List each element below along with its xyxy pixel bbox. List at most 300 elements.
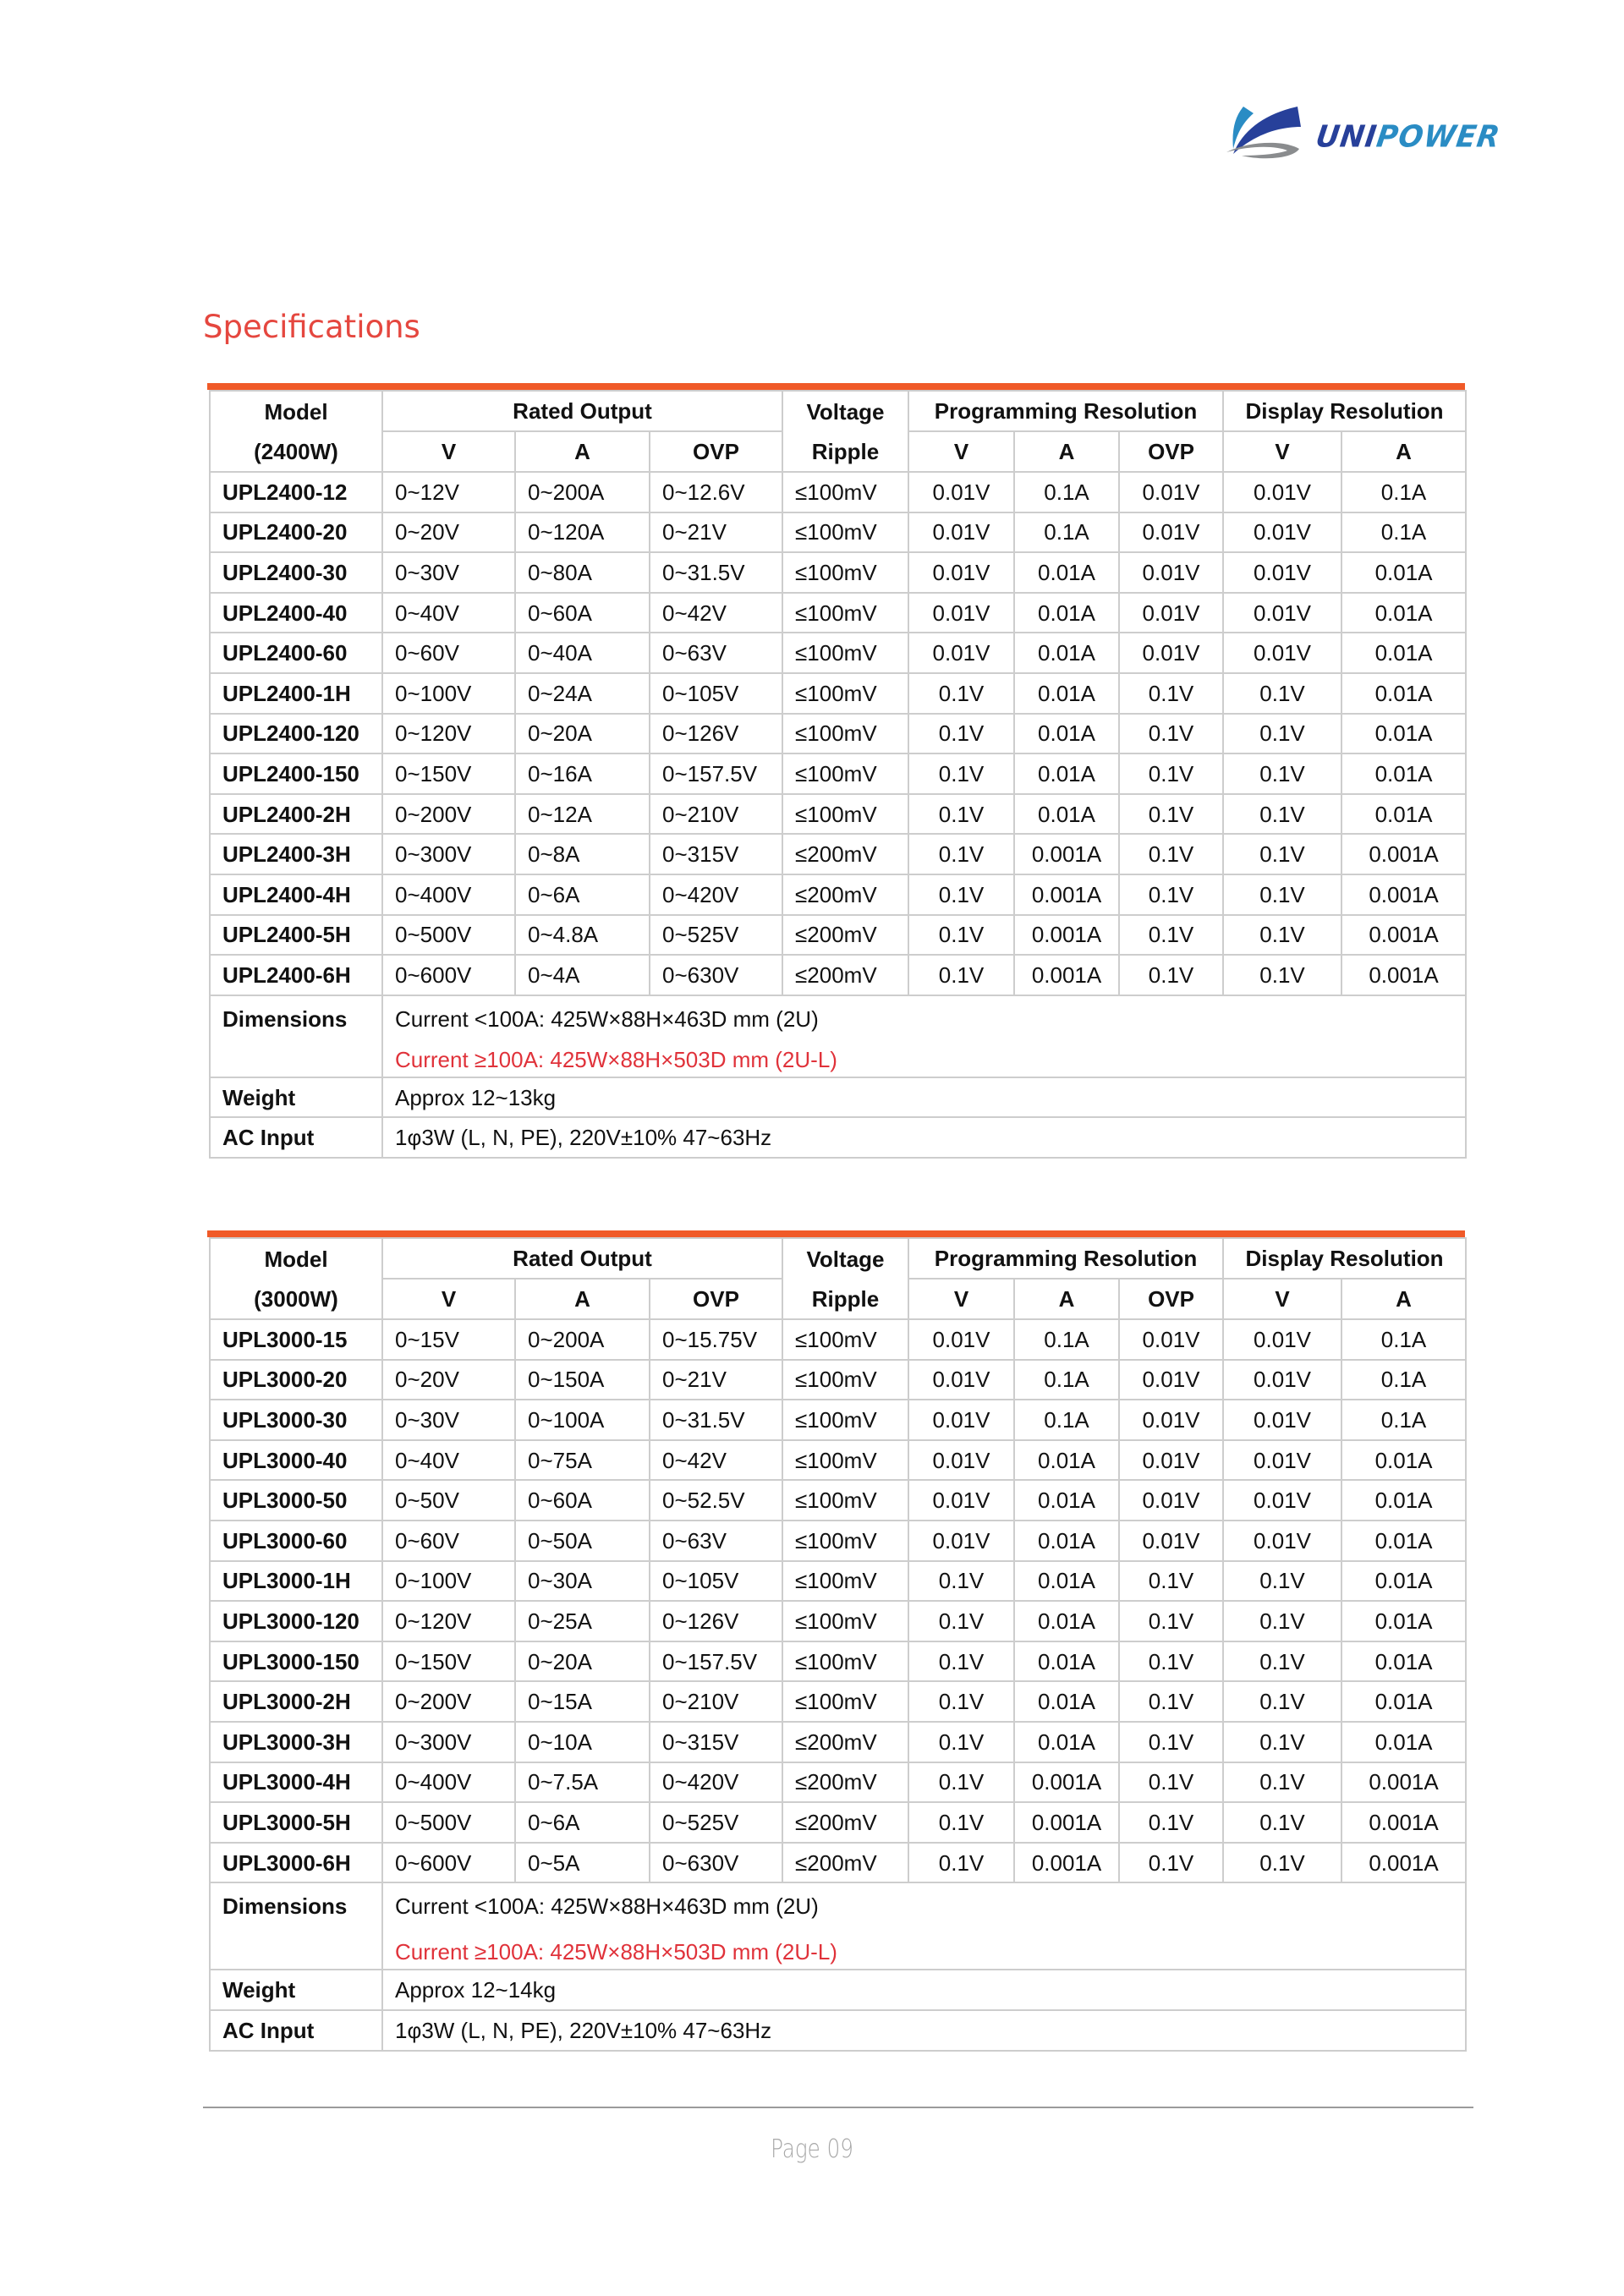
table-row <box>210 1561 1466 1602</box>
cell-model: UPL3000-60 <box>210 1521 382 1561</box>
footer-divider <box>203 2107 1473 2108</box>
cell-rated-a: 0~15A <box>515 1681 650 1722</box>
cell-model: UPL3000-15 <box>210 1319 382 1360</box>
cell-disp-a: 0.01A <box>1341 552 1466 593</box>
cell-rated-a: 0~150A <box>515 1360 650 1400</box>
cell-disp-v: 0.1V <box>1223 1601 1341 1641</box>
cell-prog-a: 0.01A <box>1014 633 1119 673</box>
cell-prog-v: 0.1V <box>908 1722 1014 1762</box>
cell-prog-a: 0.01A <box>1014 794 1119 835</box>
cell-rated-v: 0~600V <box>382 955 515 995</box>
cell-disp-a: 0.01A <box>1341 1681 1466 1722</box>
dimensions-standard: Current <100A: 425W×88H×463D mm (2U) <box>395 1006 819 1032</box>
cell-rated-v: 0~500V <box>382 915 515 956</box>
cell-prog-a: 0.1A <box>1014 1400 1119 1440</box>
cell-disp-v: 0.01V <box>1223 472 1341 512</box>
dimensions-label: Dimensions <box>210 995 382 1077</box>
weight-label: Weight <box>210 1077 382 1118</box>
cell-prog-v: 0.01V <box>908 593 1014 633</box>
cell-voltage-ripple: ≤100mV <box>782 1480 908 1521</box>
header-rated-ovp: OVP <box>650 1279 782 1319</box>
cell-voltage-ripple: ≤100mV <box>782 633 908 673</box>
wordmark-power: POWER <box>1374 119 1503 155</box>
cell-model: UPL2400-20 <box>210 512 382 553</box>
cell-model: UPL2400-3H <box>210 834 382 874</box>
cell-disp-v: 0.1V <box>1223 1561 1341 1602</box>
cell-prog-a: 0.01A <box>1014 593 1119 633</box>
cell-prog-ovp: 0.01V <box>1119 552 1223 593</box>
cell-disp-v: 0.1V <box>1223 955 1341 995</box>
cell-rated-ovp: 0~31.5V <box>650 1400 782 1440</box>
cell-prog-v: 0.1V <box>908 1681 1014 1722</box>
table-row <box>210 834 1466 874</box>
cell-rated-v: 0~150V <box>382 1641 515 1682</box>
cell-disp-v: 0.1V <box>1223 673 1341 714</box>
table-row <box>210 1400 1466 1440</box>
cell-prog-ovp: 0.01V <box>1119 1440 1223 1481</box>
cell-prog-ovp: 0.01V <box>1119 1480 1223 1521</box>
cell-rated-ovp: 0~15.75V <box>650 1319 782 1360</box>
header-voltage-ripple-line2: Ripple <box>782 1279 908 1319</box>
cell-prog-a: 0.001A <box>1014 834 1119 874</box>
cell-rated-a: 0~10A <box>515 1722 650 1762</box>
table-row <box>210 1601 1466 1641</box>
cell-prog-ovp: 0.01V <box>1119 1400 1223 1440</box>
cell-rated-ovp: 0~315V <box>650 834 782 874</box>
cell-disp-v: 0.01V <box>1223 633 1341 673</box>
cell-rated-a: 0~200A <box>515 1319 650 1360</box>
cell-prog-v: 0.1V <box>908 874 1014 915</box>
cell-rated-a: 0~60A <box>515 1480 650 1521</box>
cell-rated-a: 0~5A <box>515 1843 650 1883</box>
cell-rated-ovp: 0~157.5V <box>650 1641 782 1682</box>
wordmark-uni: UNI <box>1314 119 1380 155</box>
cell-disp-v: 0.1V <box>1223 1802 1341 1843</box>
cell-prog-v: 0.01V <box>908 1400 1014 1440</box>
cell-prog-a: 0.01A <box>1014 1681 1119 1722</box>
cell-model: UPL2400-12 <box>210 472 382 512</box>
cell-prog-a: 0.001A <box>1014 874 1119 915</box>
cell-voltage-ripple: ≤100mV <box>782 1561 908 1602</box>
spec-table <box>209 1237 1467 2052</box>
cell-disp-a: 0.01A <box>1341 1440 1466 1481</box>
cell-rated-v: 0~100V <box>382 1561 515 1602</box>
cell-prog-ovp: 0.01V <box>1119 512 1223 553</box>
cell-rated-v: 0~500V <box>382 1802 515 1843</box>
header-rated-v: V <box>382 1279 515 1319</box>
cell-voltage-ripple: ≤100mV <box>782 1440 908 1481</box>
table-row <box>210 633 1466 673</box>
cell-disp-a: 0.1A <box>1341 472 1466 512</box>
header-voltage-ripple-line1: Voltage <box>782 1238 908 1279</box>
cell-rated-ovp: 0~21V <box>650 1360 782 1400</box>
cell-rated-ovp: 0~52.5V <box>650 1480 782 1521</box>
cell-prog-v: 0.1V <box>908 1762 1014 1803</box>
cell-rated-a: 0~25A <box>515 1601 650 1641</box>
unipower-wordmark <box>1314 119 1502 155</box>
dimensions-value <box>382 995 1466 1077</box>
cell-rated-a: 0~7.5A <box>515 1762 650 1803</box>
cell-disp-v: 0.1V <box>1223 794 1341 835</box>
cell-voltage-ripple: ≤100mV <box>782 1521 908 1561</box>
cell-prog-a: 0.001A <box>1014 955 1119 995</box>
cell-rated-v: 0~120V <box>382 714 515 754</box>
cell-rated-v: 0~200V <box>382 794 515 835</box>
header-prog-a: A <box>1014 1279 1119 1319</box>
cell-prog-a: 0.1A <box>1014 512 1119 553</box>
cell-disp-a: 0.1A <box>1341 1360 1466 1400</box>
cell-prog-ovp: 0.01V <box>1119 633 1223 673</box>
cell-model: UPL2400-5H <box>210 915 382 956</box>
table-row <box>210 874 1466 915</box>
cell-disp-v: 0.1V <box>1223 753 1341 794</box>
cell-disp-a: 0.01A <box>1341 633 1466 673</box>
header-model-power: (2400W) <box>210 431 382 472</box>
cell-rated-v: 0~40V <box>382 1440 515 1481</box>
cell-prog-a: 0.01A <box>1014 753 1119 794</box>
cell-prog-ovp: 0.1V <box>1119 1601 1223 1641</box>
cell-prog-ovp: 0.1V <box>1119 673 1223 714</box>
spec-table-2400w <box>207 383 1465 1159</box>
cell-rated-ovp: 0~525V <box>650 1802 782 1843</box>
cell-model: UPL2400-60 <box>210 633 382 673</box>
cell-model: UPL2400-4H <box>210 874 382 915</box>
cell-rated-ovp: 0~315V <box>650 1722 782 1762</box>
ac-input-label: AC Input <box>210 1117 382 1158</box>
cell-prog-a: 0.001A <box>1014 915 1119 956</box>
table-row <box>210 1802 1466 1843</box>
cell-model: UPL2400-150 <box>210 753 382 794</box>
cell-prog-ovp: 0.1V <box>1119 915 1223 956</box>
cell-prog-ovp: 0.1V <box>1119 1681 1223 1722</box>
cell-prog-ovp: 0.1V <box>1119 834 1223 874</box>
cell-rated-ovp: 0~42V <box>650 1440 782 1481</box>
cell-prog-a: 0.01A <box>1014 1561 1119 1602</box>
cell-rated-a: 0~50A <box>515 1521 650 1561</box>
cell-prog-a: 0.01A <box>1014 1601 1119 1641</box>
header-prog-a: A <box>1014 431 1119 472</box>
cell-disp-v: 0.01V <box>1223 1400 1341 1440</box>
header-display-resolution: Display Resolution <box>1223 391 1466 431</box>
cell-voltage-ripple: ≤100mV <box>782 552 908 593</box>
spec-table-3000w <box>207 1230 1465 2052</box>
cell-prog-v: 0.1V <box>908 753 1014 794</box>
cell-disp-a: 0.001A <box>1341 955 1466 995</box>
cell-disp-v: 0.1V <box>1223 1641 1341 1682</box>
weight-value: Approx 12~14kg <box>382 1970 1466 2010</box>
cell-rated-ovp: 0~126V <box>650 1601 782 1641</box>
cell-rated-a: 0~80A <box>515 552 650 593</box>
cell-disp-v: 0.1V <box>1223 915 1341 956</box>
page-number: Page 09 <box>771 2134 853 2164</box>
cell-disp-a: 0.001A <box>1341 1762 1466 1803</box>
cell-voltage-ripple: ≤100mV <box>782 794 908 835</box>
table-row <box>210 1762 1466 1803</box>
page-title: Specifications <box>203 309 420 345</box>
header-disp-a: A <box>1341 431 1466 472</box>
table-row <box>210 1480 1466 1521</box>
cell-voltage-ripple: ≤100mV <box>782 753 908 794</box>
header-voltage-ripple-line2: Ripple <box>782 431 908 472</box>
cell-disp-v: 0.01V <box>1223 1360 1341 1400</box>
cell-prog-a: 0.01A <box>1014 1722 1119 1762</box>
cell-voltage-ripple: ≤100mV <box>782 1601 908 1641</box>
cell-model: UPL3000-3H <box>210 1722 382 1762</box>
cell-disp-v: 0.1V <box>1223 834 1341 874</box>
cell-disp-v: 0.01V <box>1223 1440 1341 1481</box>
cell-prog-v: 0.01V <box>908 1480 1014 1521</box>
unipower-swoosh-logo-icon <box>1225 98 1309 166</box>
cell-rated-a: 0~4.8A <box>515 915 650 956</box>
cell-prog-ovp: 0.1V <box>1119 1722 1223 1762</box>
cell-prog-a: 0.01A <box>1014 1641 1119 1682</box>
cell-prog-v: 0.1V <box>908 834 1014 874</box>
cell-rated-v: 0~20V <box>382 512 515 553</box>
cell-disp-a: 0.01A <box>1341 593 1466 633</box>
table-accent-bar <box>207 1230 1465 1237</box>
cell-rated-ovp: 0~63V <box>650 633 782 673</box>
dimensions-high-current: Current ≥100A: 425W×88H×503D mm (2U-L) <box>395 1939 837 1965</box>
cell-disp-a: 0.1A <box>1341 1400 1466 1440</box>
cell-prog-a: 0.01A <box>1014 1440 1119 1481</box>
spec-table <box>209 390 1467 1159</box>
cell-rated-v: 0~600V <box>382 1843 515 1883</box>
cell-model: UPL2400-30 <box>210 552 382 593</box>
cell-voltage-ripple: ≤200mV <box>782 1762 908 1803</box>
cell-rated-a: 0~20A <box>515 714 650 754</box>
header-model: Model <box>210 1238 382 1279</box>
table-row <box>210 1521 1466 1561</box>
header-prog-v: V <box>908 431 1014 472</box>
cell-disp-a: 0.01A <box>1341 1641 1466 1682</box>
cell-disp-a: 0.001A <box>1341 915 1466 956</box>
cell-prog-v: 0.1V <box>908 1641 1014 1682</box>
cell-rated-v: 0~120V <box>382 1601 515 1641</box>
weight-value: Approx 12~13kg <box>382 1077 1466 1118</box>
dimensions-high-current: Current ≥100A: 425W×88H×503D mm (2U-L) <box>395 1046 837 1072</box>
header-disp-v: V <box>1223 1279 1341 1319</box>
cell-voltage-ripple: ≤200mV <box>782 834 908 874</box>
cell-rated-a: 0~8A <box>515 834 650 874</box>
table-accent-bar <box>207 383 1465 390</box>
cell-rated-a: 0~100A <box>515 1400 650 1440</box>
cell-prog-v: 0.01V <box>908 472 1014 512</box>
cell-rated-ovp: 0~105V <box>650 673 782 714</box>
table-row <box>210 753 1466 794</box>
table-row <box>210 1722 1466 1762</box>
cell-voltage-ripple: ≤200mV <box>782 1843 908 1883</box>
header-model-power: (3000W) <box>210 1279 382 1319</box>
cell-rated-a: 0~200A <box>515 472 650 512</box>
cell-prog-v: 0.1V <box>908 955 1014 995</box>
cell-rated-v: 0~20V <box>382 1360 515 1400</box>
cell-voltage-ripple: ≤100mV <box>782 1681 908 1722</box>
cell-prog-v: 0.01V <box>908 1319 1014 1360</box>
cell-prog-ovp: 0.1V <box>1119 753 1223 794</box>
cell-rated-v: 0~300V <box>382 834 515 874</box>
cell-rated-v: 0~400V <box>382 874 515 915</box>
cell-prog-v: 0.1V <box>908 673 1014 714</box>
cell-rated-a: 0~16A <box>515 753 650 794</box>
cell-prog-v: 0.1V <box>908 1843 1014 1883</box>
cell-disp-v: 0.01V <box>1223 1521 1341 1561</box>
cell-rated-v: 0~400V <box>382 1762 515 1803</box>
cell-prog-a: 0.1A <box>1014 1319 1119 1360</box>
cell-prog-v: 0.01V <box>908 552 1014 593</box>
cell-prog-ovp: 0.01V <box>1119 472 1223 512</box>
cell-disp-a: 0.01A <box>1341 1521 1466 1561</box>
cell-rated-a: 0~4A <box>515 955 650 995</box>
cell-rated-ovp: 0~21V <box>650 512 782 553</box>
cell-disp-a: 0.001A <box>1341 874 1466 915</box>
header-prog-ovp: OVP <box>1119 431 1223 472</box>
ac-input-label: AC Input <box>210 2010 382 2051</box>
cell-voltage-ripple: ≤100mV <box>782 673 908 714</box>
cell-prog-ovp: 0.1V <box>1119 1843 1223 1883</box>
cell-disp-v: 0.1V <box>1223 714 1341 754</box>
cell-disp-a: 0.01A <box>1341 794 1466 835</box>
cell-prog-ovp: 0.01V <box>1119 1521 1223 1561</box>
cell-rated-v: 0~300V <box>382 1722 515 1762</box>
cell-rated-a: 0~120A <box>515 512 650 553</box>
cell-rated-ovp: 0~420V <box>650 874 782 915</box>
cell-prog-v: 0.1V <box>908 915 1014 956</box>
header-rated-a: A <box>515 431 650 472</box>
cell-disp-v: 0.1V <box>1223 1681 1341 1722</box>
header-rated-a: A <box>515 1279 650 1319</box>
cell-voltage-ripple: ≤100mV <box>782 472 908 512</box>
cell-rated-ovp: 0~525V <box>650 915 782 956</box>
cell-model: UPL3000-2H <box>210 1681 382 1722</box>
table-row <box>210 1319 1466 1360</box>
cell-rated-ovp: 0~126V <box>650 714 782 754</box>
cell-disp-a: 0.1A <box>1341 1319 1466 1360</box>
cell-rated-ovp: 0~157.5V <box>650 753 782 794</box>
cell-prog-a: 0.01A <box>1014 552 1119 593</box>
cell-disp-a: 0.001A <box>1341 834 1466 874</box>
table-row <box>210 714 1466 754</box>
cell-prog-a: 0.01A <box>1014 673 1119 714</box>
cell-rated-ovp: 0~210V <box>650 1681 782 1722</box>
cell-voltage-ripple: ≤100mV <box>782 714 908 754</box>
header-prog-v: V <box>908 1279 1014 1319</box>
cell-rated-v: 0~15V <box>382 1319 515 1360</box>
table-row <box>210 794 1466 835</box>
dimensions-value <box>382 1882 1466 1970</box>
cell-disp-v: 0.01V <box>1223 512 1341 553</box>
cell-prog-a: 0.1A <box>1014 472 1119 512</box>
cell-model: UPL3000-120 <box>210 1601 382 1641</box>
cell-disp-v: 0.01V <box>1223 593 1341 633</box>
header-programming-resolution: Programming Resolution <box>908 391 1223 431</box>
cell-voltage-ripple: ≤100mV <box>782 593 908 633</box>
cell-disp-v: 0.01V <box>1223 1319 1341 1360</box>
cell-prog-a: 0.01A <box>1014 1521 1119 1561</box>
cell-prog-a: 0.01A <box>1014 1480 1119 1521</box>
cell-prog-a: 0.001A <box>1014 1843 1119 1883</box>
header-rated-output: Rated Output <box>382 391 782 431</box>
cell-rated-v: 0~50V <box>382 1480 515 1521</box>
cell-prog-v: 0.1V <box>908 1802 1014 1843</box>
cell-voltage-ripple: ≤100mV <box>782 1360 908 1400</box>
cell-disp-a: 0.1A <box>1341 512 1466 553</box>
cell-rated-ovp: 0~420V <box>650 1762 782 1803</box>
cell-model: UPL3000-5H <box>210 1802 382 1843</box>
cell-rated-a: 0~6A <box>515 1802 650 1843</box>
cell-disp-a: 0.01A <box>1341 753 1466 794</box>
cell-voltage-ripple: ≤200mV <box>782 1722 908 1762</box>
cell-disp-v: 0.1V <box>1223 1722 1341 1762</box>
cell-model: UPL3000-4H <box>210 1762 382 1803</box>
cell-model: UPL3000-6H <box>210 1843 382 1883</box>
table-row <box>210 552 1466 593</box>
cell-disp-v: 0.1V <box>1223 1762 1341 1803</box>
table-row <box>210 915 1466 956</box>
cell-disp-a: 0.001A <box>1341 1802 1466 1843</box>
cell-prog-ovp: 0.1V <box>1119 1561 1223 1602</box>
cell-rated-a: 0~20A <box>515 1641 650 1682</box>
cell-rated-ovp: 0~105V <box>650 1561 782 1602</box>
cell-disp-a: 0.001A <box>1341 1843 1466 1883</box>
cell-prog-v: 0.1V <box>908 794 1014 835</box>
header-disp-v: V <box>1223 431 1341 472</box>
cell-disp-a: 0.01A <box>1341 1722 1466 1762</box>
cell-model: UPL3000-20 <box>210 1360 382 1400</box>
cell-voltage-ripple: ≤100mV <box>782 1319 908 1360</box>
cell-disp-v: 0.1V <box>1223 874 1341 915</box>
cell-model: UPL3000-1H <box>210 1561 382 1602</box>
cell-voltage-ripple: ≤200mV <box>782 915 908 956</box>
cell-voltage-ripple: ≤200mV <box>782 874 908 915</box>
header-rated-v: V <box>382 431 515 472</box>
cell-rated-a: 0~40A <box>515 633 650 673</box>
cell-disp-v: 0.1V <box>1223 1843 1341 1883</box>
cell-rated-ovp: 0~210V <box>650 794 782 835</box>
table-row <box>210 472 1466 512</box>
table-row <box>210 1440 1466 1481</box>
cell-prog-ovp: 0.1V <box>1119 1641 1223 1682</box>
cell-voltage-ripple: ≤100mV <box>782 1400 908 1440</box>
cell-rated-ovp: 0~630V <box>650 955 782 995</box>
cell-prog-ovp: 0.1V <box>1119 1802 1223 1843</box>
cell-prog-v: 0.01V <box>908 1521 1014 1561</box>
cell-rated-v: 0~60V <box>382 633 515 673</box>
cell-rated-ovp: 0~63V <box>650 1521 782 1561</box>
cell-prog-v: 0.01V <box>908 512 1014 553</box>
table-row <box>210 593 1466 633</box>
cell-prog-ovp: 0.01V <box>1119 1360 1223 1400</box>
header-programming-resolution: Programming Resolution <box>908 1238 1223 1279</box>
dimensions-label: Dimensions <box>210 1882 382 1970</box>
header-rated-ovp: OVP <box>650 431 782 472</box>
cell-rated-v: 0~12V <box>382 472 515 512</box>
cell-rated-ovp: 0~12.6V <box>650 472 782 512</box>
cell-model: UPL3000-30 <box>210 1400 382 1440</box>
cell-rated-a: 0~12A <box>515 794 650 835</box>
cell-rated-a: 0~30A <box>515 1561 650 1602</box>
cell-prog-ovp: 0.1V <box>1119 874 1223 915</box>
cell-rated-a: 0~75A <box>515 1440 650 1481</box>
cell-prog-v: 0.1V <box>908 714 1014 754</box>
cell-disp-a: 0.01A <box>1341 673 1466 714</box>
cell-prog-v: 0.1V <box>908 1601 1014 1641</box>
ac-input-value: 1φ3W (L, N, PE), 220V±10% 47~63Hz <box>382 2010 1466 2051</box>
cell-prog-ovp: 0.1V <box>1119 714 1223 754</box>
weight-label: Weight <box>210 1970 382 2010</box>
cell-prog-v: 0.01V <box>908 633 1014 673</box>
cell-rated-v: 0~150V <box>382 753 515 794</box>
cell-disp-a: 0.01A <box>1341 714 1466 754</box>
